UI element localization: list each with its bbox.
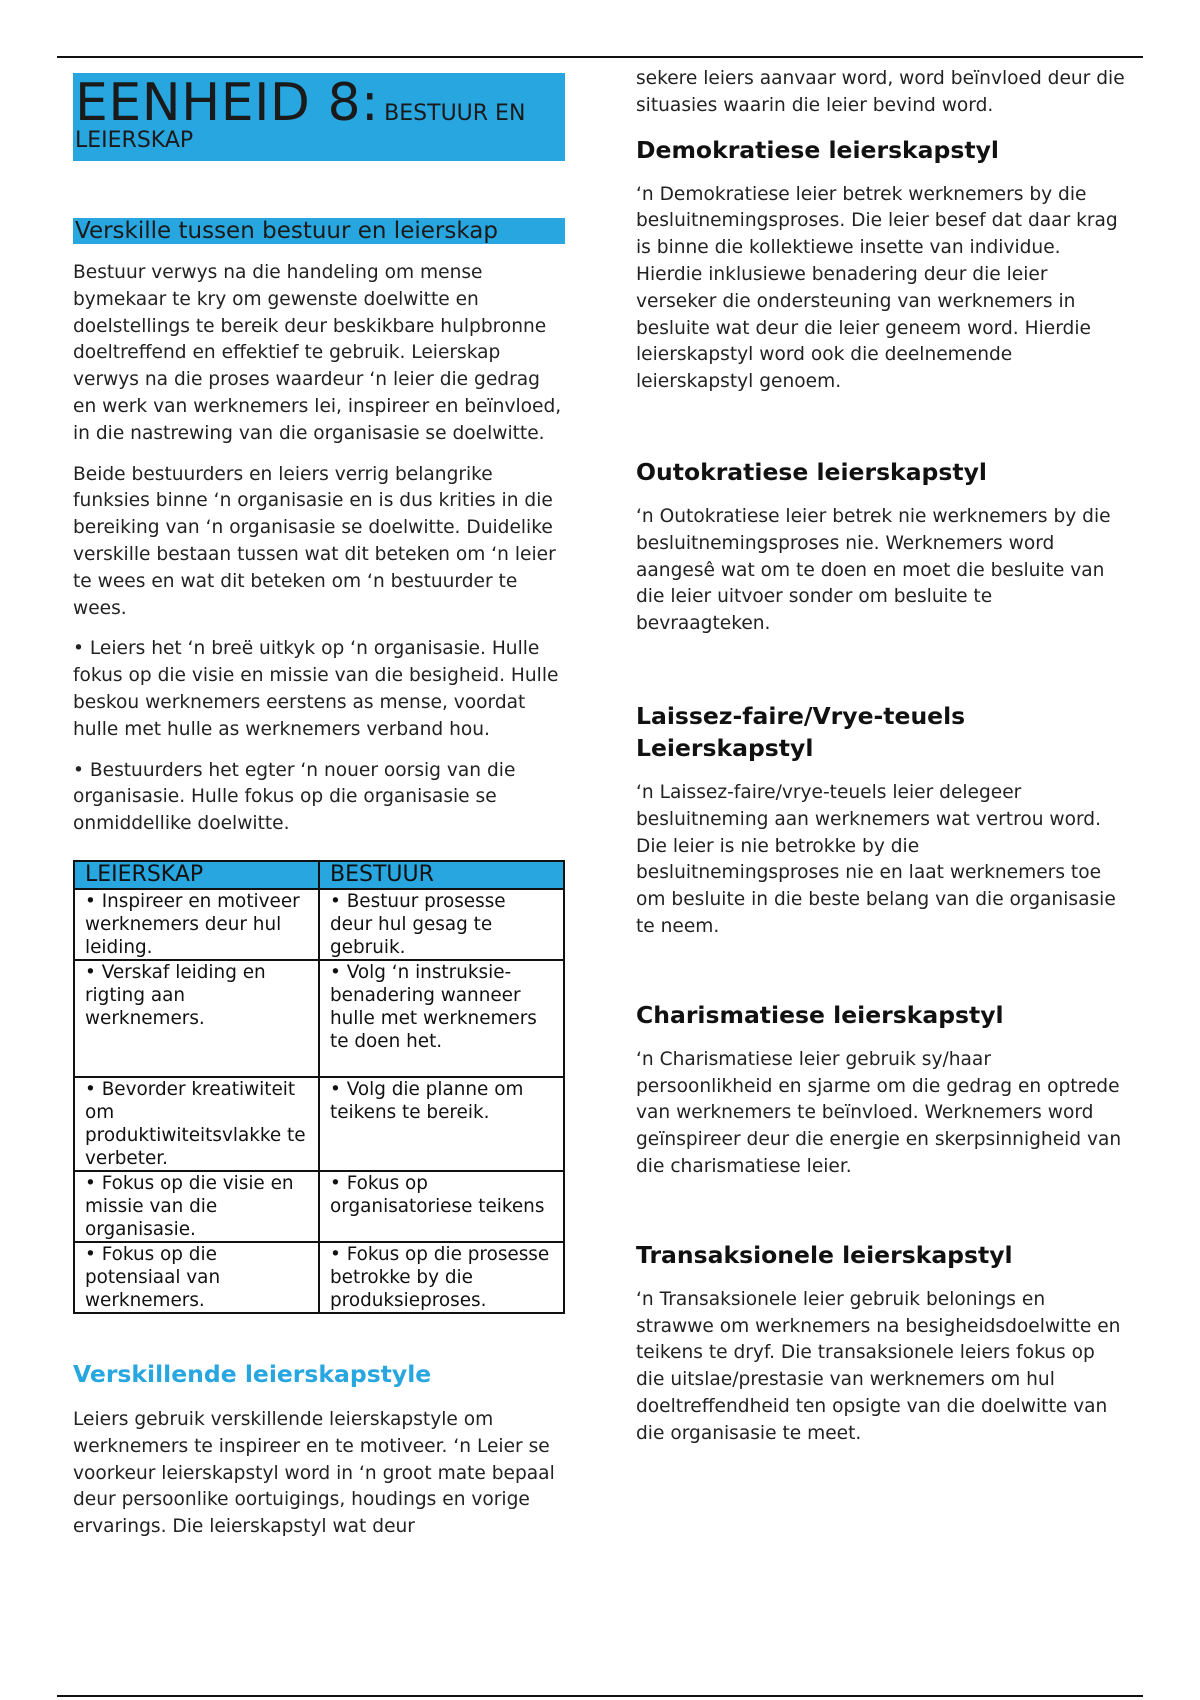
column-header-bestuur: BESTUUR — [319, 861, 564, 889]
table-cell: • Volg ‘n instruksie-benadering wanneer hulle met werknemers te doen het. — [319, 960, 564, 1077]
paragraph: ‘n Charismatiese leier gebruik sy/haar persoonlikheid en sjarme om die gedrag en optrede van werknemers te beïnvloed. Werknemers word geïnspireer deur die energie en skerpsinnigheid van die charismatiese leier. — [636, 1048, 1122, 1177]
paragraph: ‘n Demokratiese leier betrek werknemers by die besluitnemingsproses. Die leier besef dat daar krag is binne die kollektiewe insette van individue. Hierdie inklusiewe benadering deur die leier verseker die ondersteuning van werknemers in besluite wat deur die leier geneem word. Hierdie leierskapstyl word ook die deelnemende leierskapstyl genoem. — [636, 183, 1118, 393]
right-column — [636, 66, 1128, 1448]
paragraph: • Leiers het ‘n breë uitkyk op ‘n organisasie. Hulle fokus op die visie en missie van die besigheid. Hulle beskou werknemers eerstens as mense, voordat hulle met hulle as werknemers verband hou. — [73, 638, 559, 740]
heading-charismatic-style: Charismatiese leierskapstyl — [636, 1000, 1004, 1029]
page-title — [73, 73, 565, 161]
heading-democratic-style: Demokratiese leierskapstyl — [636, 135, 999, 164]
table-cell: • Verskaf leiding en rigting aan werknemers. — [74, 960, 319, 1077]
paragraph: Bestuur verwys na die handeling om mense bymekaar te kry om gewenste doelwitte en doelstellings te bereik deur beskikbare hulpbronne doeltreffend en effektief te gebruik. Leierskap verwys na die proses waardeur ‘n leier die gedrag en werk van werknemers lei, inspireer en beïnvloed, in die nastrewing van die organisasie se doelwitte. — [73, 262, 562, 444]
top-rule — [57, 56, 1143, 58]
table-row — [74, 1077, 564, 1171]
table-cell: • Fokus op die potensiaal van werknemers. — [74, 1242, 319, 1313]
section-heading-differences: Verskille tussen bestuur en leierskap — [73, 218, 565, 244]
paragraph: ‘n Outokratiese leier betrek nie werknemers by die besluitnemingsproses nie. Werknemers word aangesê wat om te doen en moet die besluite van die leier uitvoer sonder om besluite te bevraagteken. — [636, 505, 1111, 635]
table-header-row — [74, 861, 564, 889]
paragraph: sekere leiers aanvaar word, word beïnvloed deur die situasies waarin die leier bevind word. — [636, 68, 1125, 116]
left-column — [73, 66, 565, 1541]
heading-transactional-style: Transaksionele leierskapstyl — [636, 1240, 1013, 1269]
paragraph: ‘n Transaksionele leier gebruik belonings en strawwe om werknemers na besigheidsdoelwitte en teikens te dryf. Die transaksionele leiers fokus op die uitslae/prestasie van werknemers om hul doeltreffendheid ten opsigte van die doelwitte van die organisasie te meet. — [636, 1288, 1121, 1444]
title-main: EENHEID 8: — [75, 73, 380, 133]
comparison-table — [73, 860, 565, 1314]
paragraph: ‘n Laissez-faire/vrye-teuels leier delegeer besluitneming aan werknemers wat vertrou word. Die leier is nie betrokke by die besluitnemingsproses nie en laat werknemers toe om besluite in die beste belang van die organisasie te neem. — [636, 781, 1116, 937]
column-header-leierskap: LEIERSKAP — [74, 861, 319, 889]
section-heading-leadership-styles: Verskillende leierskapstyle — [73, 1359, 432, 1388]
table-row — [74, 889, 564, 960]
table-cell: • Volg die planne om teikens te bereik. — [319, 1077, 564, 1171]
table-cell: • Bevorder kreatiwiteit om produktiwiteitsvlakke te verbeter. — [74, 1077, 319, 1171]
title-sub-b: LEIERSKAP — [75, 128, 194, 153]
table-cell: • Fokus op die visie en missie van die organisasie. — [74, 1171, 319, 1242]
bottom-rule — [57, 1695, 1143, 1697]
paragraph: Beide bestuurders en leiers verrig belangrike funksies binne ‘n organisasie en is dus krities in die bereiking van ‘n organisasie se doelwitte. Duidelike verskille bestaan tussen wat dit beteken om ‘n leier te wees en wat dit beteken om ‘n bestuurder te wees. — [73, 463, 556, 619]
table-row — [74, 960, 564, 1077]
heading-autocratic-style: Outokratiese leierskapstyl — [636, 457, 987, 486]
heading-laissez-faire-style: Laissez-faire/Vrye-teuels Leierskapstyl — [636, 701, 966, 762]
table-cell: • Inspireer en motiveer werknemers deur hul leiding. — [74, 889, 319, 960]
table-cell: • Bestuur prosesse deur hul gesag te gebruik. — [319, 889, 564, 960]
table-cell: • Fokus op organisatoriese teikens — [319, 1171, 564, 1242]
table-row — [74, 1171, 564, 1242]
paragraph: • Bestuurders het egter ‘n nouer oorsig van die organisasie. Hulle fokus op die organisasie se onmiddellike doelwitte. — [73, 759, 516, 835]
title-sub-a: BESTUUR EN — [384, 101, 526, 126]
table-row — [74, 1242, 564, 1313]
paragraph: Leiers gebruik verskillende leierskapstyle om werknemers te inspireer en te motiveer. ‘n Leier se voorkeur leierskapstyl word in ‘n groot mate bepaal deur persoonlike oortuigings, houdings en vorige ervarings. Die leierskapstyl wat deur — [73, 1408, 555, 1538]
table-cell: • Fokus op die prosesse betrokke by die produksieproses. — [319, 1242, 564, 1313]
